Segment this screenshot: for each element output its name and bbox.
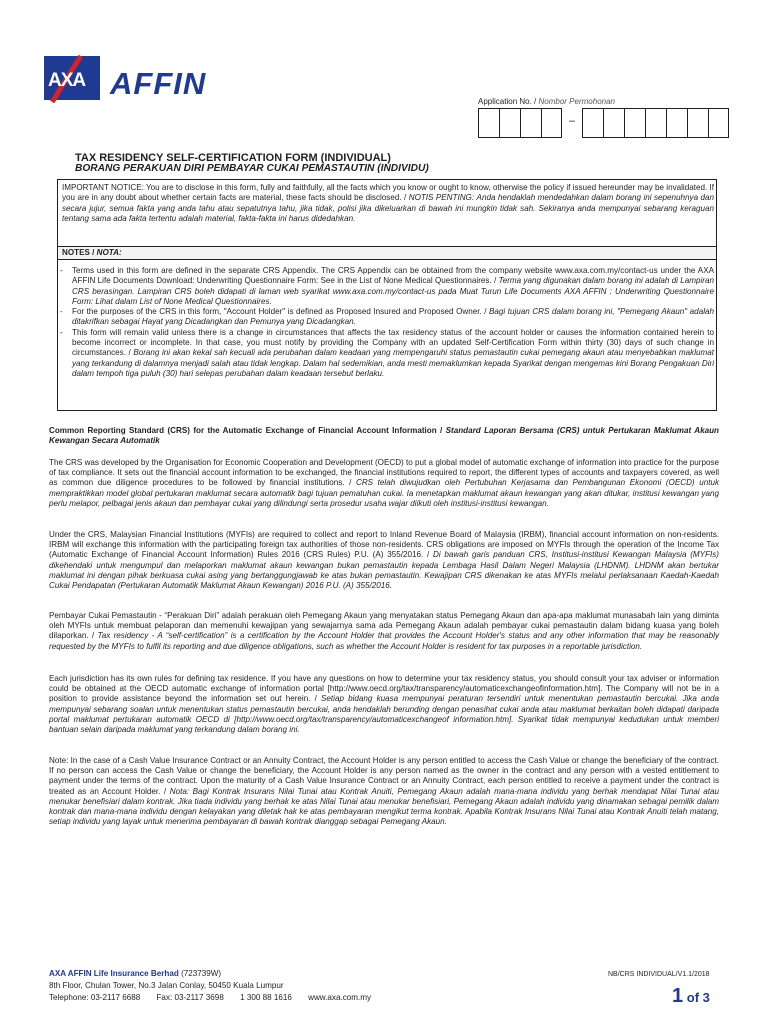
form-title-ms: BORANG PERAKUAN DIRI PEMBAYAR CUKAI PEMASTAUTIN (INDIVIDU) bbox=[75, 163, 429, 174]
footer-company bbox=[49, 969, 221, 978]
section-heading-ms: Standard Laporan Bersama (CRS) untuk Pertukaran Maklumat Akaun Kewangan Secara Automatik bbox=[49, 426, 719, 446]
note-ms: Bagi tujuan CRS dalam borang ini, "Pemegang Akaun" adalah ditakrifkan sebagai Hayat yang Dicadangkan dan Pemunya yang Dicadangkan. bbox=[72, 307, 714, 327]
page-current: 1 bbox=[672, 985, 684, 1007]
footer-address: 8th Floor, Chulan Tower, No.3 Jalan Conlay, 50450 Kuala Lumpur bbox=[49, 981, 284, 990]
application-number-label bbox=[478, 97, 615, 106]
appno-label-ms: Nombor Permohonan bbox=[538, 97, 615, 106]
section-heading-en: Common Reporting Standard (CRS) for the Automatic Exchange of Financial Account Information / bbox=[49, 426, 443, 435]
company-name: AXA AFFIN Life Insurance Berhad bbox=[49, 969, 179, 978]
paragraph-ms: Nota: Bagi Kontrak Insurans Nilai Tunai atau Kontrak Anuiti, Pemegang Akaun adalah mana-mana individu yang berhak mendapat Nilai Tunai atau menukar benefisiari dalam kontrak. Jika tiada individu yang berhak ke atas Nilai Tunai atau menukar benefisiari, Pemegang Akaun adalah individu yang dinamakan sebagai pemilik dalam kontrak dan mana-mana individu dengan kelayakan yang diletak hak ke atas pembayaran mengikut terma kontrak. Apabila Kontrak Insurans Nilai Tunai atau Kontrak Anuiti telah matang, setiap individu yang layak untuk menerima pembayaran di bawah kontrak dianggap sebagai Pemegang Akaun. bbox=[49, 786, 720, 827]
paragraph-en: Under the CRS, Malaysian Financial Institutions (MYFIs) are required to collect and report to Inland Revenue Board of Malaysia (IRBM), financial account information on non-residents. IRBM will exchange this information with the participating foreign tax authorities of those non-residents. CRS obligations are imposed on MYFIs through the operation of the Income Tax (Automatic Exchange of Financial Account Information) Rules 2016 (CRS Rules) P.U. (A) 355/2016. / bbox=[49, 530, 719, 560]
footer-hotline: 1 300 88 1616 bbox=[240, 993, 292, 1002]
paragraph-en: The CRS was developed by the Organisation for Economic Cooperation and Development (OECD) to put a global model of automatic exchange of information into practice for the purpose of tax compliance. It sets out the financial account information to be exchanged, the financial institutions required to report, the different types of accounts and taxpayers covered, as well as common due diligence procedures to be followed by financial institutions. / bbox=[49, 458, 719, 488]
application-number-boxes[interactable] bbox=[478, 108, 729, 138]
appno-box[interactable] bbox=[666, 108, 687, 138]
notes-header-bar bbox=[58, 246, 716, 260]
appno-label-en: Application No. / bbox=[478, 97, 537, 106]
paragraph bbox=[49, 674, 719, 735]
notes-title-ms: NOTA: bbox=[96, 248, 122, 257]
notes-title-en: NOTES bbox=[62, 248, 90, 257]
footer-contacts bbox=[49, 993, 385, 1002]
paragraph-ms: Setiap bidang kuasa mempunyai peraturan tersendiri untuk menentukan pemastautin bercukai. Jika anda mempunyai sebarang soalan untuk menentukan status pemastautin bercukai, anda hendaklah berunding dengan penasihat cukai anda atau maklumat berkaitan boleh didapati daripada portal maklumat pertukaran automatik OECD di [http://www.oecd.org/tax/transparency/automaticexchangeof information.htm]. Syarikat tidak mempunyai kedudukan untuk memberi bantuan selain daripada maklumat yang terkandung dalam borang ini. bbox=[49, 694, 720, 735]
page-total: of 3 bbox=[686, 990, 710, 1005]
appno-dash: – bbox=[568, 115, 576, 127]
axa-logo bbox=[44, 56, 100, 100]
appno-box[interactable] bbox=[582, 108, 603, 138]
note-item: - Terms used in this form are defined in the separate CRS Appendix. The CRS Appendix can be obtained from the company website www.axa.com.my/contact-us under the AXA AFFIN Life Documents Download: Underwriting Questionnaire Form: See in the List of None Medical Questionnaires. / Terma yang digunakan dalam borang ini adalah di Lampiran CRS berasingan. Lampiran CRS boleh didapati di laman web syarikat www.axa.com.my/contact-us pada Muat Turun Life Documents AXA AFFIN : Underwriting Questionnaire Form: Lihat dalam List of None Medical Questionnaires. bbox=[60, 266, 714, 306]
note-ms: Terma yang digunakan dalam borang ini adalah di Lampiran CRS berasingan. Lampiran CRS boleh didapati di laman web syarikat www.axa.com.my/contact-us pada Muat Turun Life Documents AXA AFFIN : Underwriting Questionnaire Form: Lihat dalam List of None Medical Questionnaires. bbox=[72, 276, 714, 306]
important-notice bbox=[62, 183, 714, 225]
paragraph bbox=[49, 756, 719, 827]
crs-section-heading bbox=[49, 426, 719, 446]
paragraph-ms: Di bawah garis panduan CRS, Institusi-institusi Kewangan Malaysia (MYFIs) dikehendaki untuk mengumpul dan melaporkan maklumat akaun kewangan bukan pemastautin kepada Lembaga Hasil Dalam Negeri Malaysia (LHDNM). LHDNM akan bertukar maklumat ini dengan pihak berkuasa cukai asing yang bertanggungjawab ke atas bukan pemastautin. Kewajipan CRS dikenakan ke atas MYFIs melalui perlaksanaan Kaedah-Kaedah Cukai Pendapatan (Pertukaran Automatik Maklumat Akaun Kewangan) 2016 P.U. (A) 355/2016. bbox=[49, 550, 719, 591]
appno-box[interactable] bbox=[541, 108, 562, 138]
notice-en: IMPORTANT NOTICE: You are to disclose in this form, fully and faithfully, all the facts which you know or ought to know, otherwise the policy if issued hereunder may be invalidated. If you are in any doubt about whether certain facts are material, these facts should be disclosed. / bbox=[62, 183, 714, 203]
footer-telephone: Telephone: 03-2117 6688 bbox=[49, 993, 141, 1002]
note-ms: Borang ini akan kekal sah kecuali ada perubahan dalam keadaan yang mempengaruhi status pemastautin cukai pemegang akaun atau menyebabkan maklumat yang terkandung di dalamnya menjadi salah atau tidak lengkap. Dalam hal sedemikian, anda mesti memaklumkan kepada Syarikat dengan mengemas kini Borang Pengakuan Diri dalam tempoh tiga puluh (30) hari selepas perubahan dalam keadaan tersebut berlaku. bbox=[72, 348, 714, 378]
notice-ms-label: NOTIS PENTING: bbox=[408, 193, 475, 203]
paragraph bbox=[49, 611, 719, 652]
appno-box[interactable] bbox=[687, 108, 708, 138]
note-en: Terms used in this form are defined in the separate CRS Appendix. The CRS Appendix can be obtained from the company website www.axa.com.my/contact-us under the AXA AFFIN Life Documents Download: Underwriting Questionnaire Form: See in the List of None Medical Questionnaires. / bbox=[72, 266, 714, 286]
paragraph-en: Pembayar Cukai Pemastautin - “Perakuan Diri” adalah perakuan oleh Pemegang Akaun yang menyatakan status Pemegang Akaun dan apa-apa maklumat munasabah lain yang diminta oleh MYFIs untuk membuat pelaporan dan memenuhi kewajipan yang sewajarnya sama ada Pemegang Akaun adalah pembayar cukai pemastautin dalam bidang kuasa yang boleh dilaporkan. / bbox=[49, 611, 719, 641]
notes-title: NOTES / NOTA: bbox=[62, 248, 122, 257]
paragraph bbox=[49, 530, 719, 591]
appno-box[interactable] bbox=[520, 108, 541, 138]
notes-list bbox=[60, 266, 714, 379]
paragraph-en: Note: In the case of a Cash Value Insurance Contract or an Annuity Contract, the Account Holder is any person entitled to access the Cash Value or change the beneficiary of the contract. If no person can access the Cash Value or change the beneficiary, the Account Holder is any person named as the owner in the contract and any person with a vested entitlement to payment under the terms of the contract. Upon the maturity of a Cash Value Insurance Contract or an Annuity Contract, each person entitled to receive a payment under the contract is treated as an Account Holder. / bbox=[49, 756, 719, 796]
paragraph-en: Each jurisdiction has its own rules for defining tax residence. If you have any questions on how to determine your tax residency status, you should consult your tax adviser or information could be obtained at the OECD automatic exchange of information portal [http://www.oecd.org/tax/transparency/automaticexchangeofinformation.htm]. The Company will not be in a position to provide assistance beyond the information set out herein. / bbox=[49, 674, 719, 704]
form-title: TAX RESIDENCY SELF-CERTIFICATION FORM (INDIVIDUAL) bbox=[75, 152, 391, 164]
appno-box[interactable] bbox=[603, 108, 624, 138]
logo-axa-text: AXA bbox=[48, 70, 86, 91]
note-item: - This form will remain valid unless there is a change in circumstances that affects the tax residency status of the account holder or causes the information contained herein to become incorrect or incomplete. In that case, you must notify by providing the Company with an updated Self-Certification Form within thirty (30) days of such change in circumstances. / Borang ini akan kekal sah kecuali ada perubahan dalam keadaan yang mempengaruhi status pemastautin cukai pemegang akaun atau menyebabkan maklumat yang terkandung di dalamnya menjadi salah atau tidak lengkap. Dalam hal sedemikian, anda mesti memaklumkan kepada Syarikat dengan mengemas kini Borang Pengakuan Diri dalam tempoh tiga puluh (30) hari selepas perubahan dalam keadaan tersebut berlaku. bbox=[60, 327, 714, 378]
notice-ms: Anda hendaklah mendedahkan dalam borang ini sepenuhnya dan secara jujur, semua fakta yang anda tahu atau sepatutnya tahu, jika tidak, polisi jika dikeluarkan di bawah ini mungkin tidak sah. Sekiranya anda mempunyai sebarang keraguan tentang sama ada fakta tertentu adalah material, fakta-fakta ini harus didedahkan. bbox=[62, 193, 715, 224]
paragraph bbox=[49, 458, 719, 509]
appno-box[interactable] bbox=[499, 108, 520, 138]
paragraph-ms: CRS telah diwujudkan oleh Pertubuhan Kerjasama dan Pembangunan Ekonomi (OECD) untuk mempraktikkan model global pertukaran maklumat secara automatik bagi tujuan pematuhan cukai. Ia menetapkan maklumat akaun kewangan yang akan ditukar, institusi kewangan yang perlu melapor, pelbagai jenis akaun dan pembayar cukai yang dilindungi serta prosedur usaha wajar diikuti oleh institusi-institusi kewangan. bbox=[49, 478, 719, 508]
appno-box[interactable] bbox=[645, 108, 666, 138]
note-en: This form will remain valid unless there is a change in circumstances that affects the tax residency status of the account holder or causes the information contained herein to become incorrect or incomplete. In that case, you must notify by providing the Company with an updated Self-Certification Form within thirty (30) days of such change in circumstances. / bbox=[72, 327, 714, 358]
paragraph-ms: Tax residency - A “self-certification” is a certification by the Account Holder that provides the Account Holder's status and any other information that may be reasonably requested by the MYFIs to fulfil its reporting and due diligence obligations, such as whether the Account Holder is resident for tax purposes in a reportable jurisdiction. bbox=[49, 631, 720, 651]
page-number bbox=[672, 985, 710, 1008]
footer-fax: Fax: 03-2117 3698 bbox=[156, 993, 224, 1002]
note-en: For the purposes of the CRS in this form, "Account Holder" is defined as Proposed Insured and Proposed Owner. / bbox=[72, 307, 487, 317]
company-reg: (723739W) bbox=[181, 969, 222, 978]
footer-website[interactable]: www.axa.com.my bbox=[308, 993, 372, 1002]
form-version: NB/CRS INDIVIDUAL/V1.1/2018 bbox=[608, 971, 710, 978]
appno-box[interactable] bbox=[478, 108, 499, 138]
appno-box[interactable] bbox=[624, 108, 645, 138]
affin-logo: AFFIN bbox=[110, 66, 207, 101]
appno-box[interactable] bbox=[708, 108, 729, 138]
note-item: - For the purposes of the CRS in this form, "Account Holder" is defined as Proposed Insured and Proposed Owner. / Bagi tujuan CRS dalam borang ini, "Pemegang Akaun" adalah ditakrifkan sebagai Hayat yang Dicadangkan dan Pemunya yang Dicadangkan. bbox=[60, 307, 714, 327]
